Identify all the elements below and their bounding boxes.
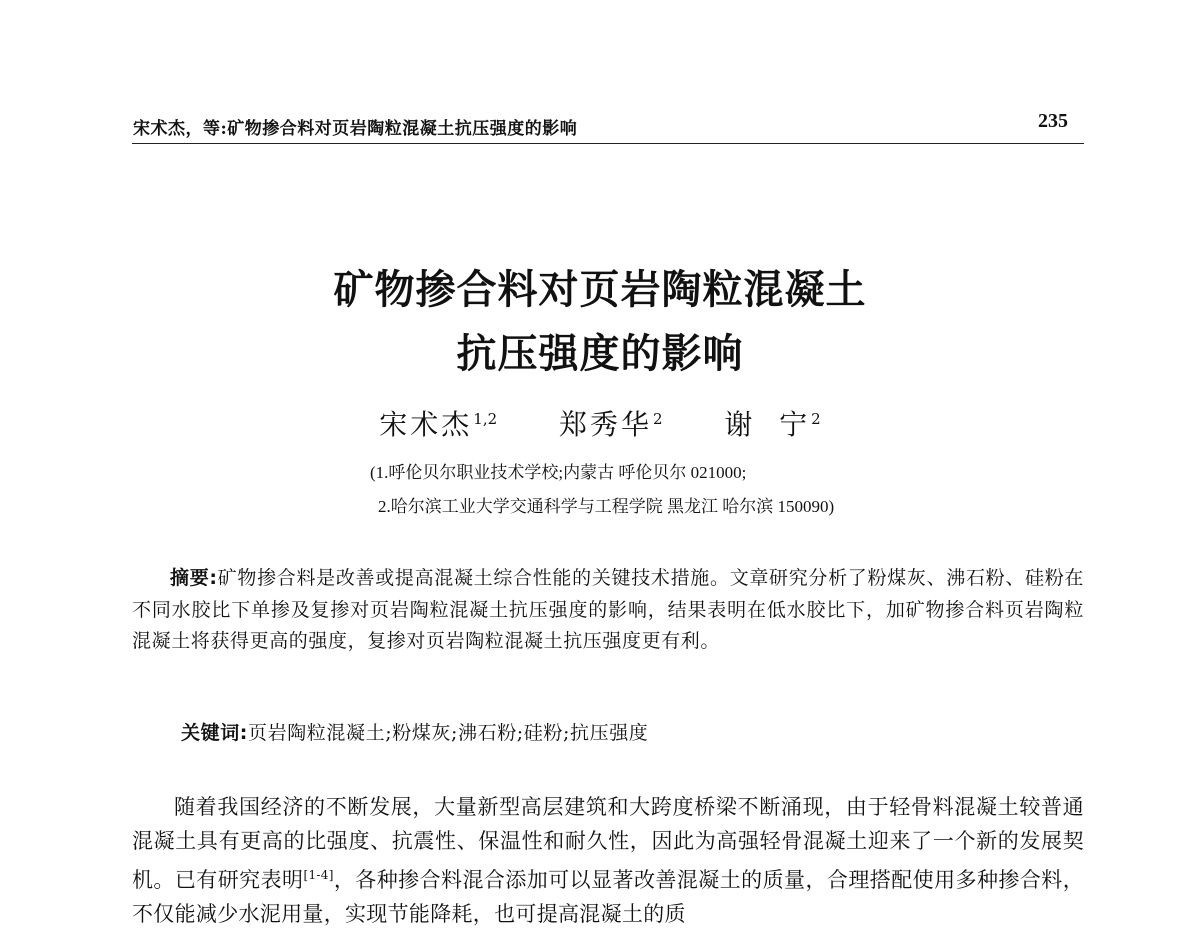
abstract-text: 矿物掺合料是改善或提高混凝土综合性能的关键技术措施。文章研究分析了粉煤灰、沸石粉、硅粉在不同水胶比下单掺及复掺对页岩陶粒混凝土抗压强度的影响，结果表明在低水胶比下，加矿物掺合料页岩陶粒混凝土将获得更高的强度，复掺对页岩陶粒混凝土抗压强度更有利。 <box>132 567 1085 652</box>
author-name: 谢 宁 <box>724 408 811 441</box>
running-title: 宋术杰，等:矿物掺合料对页岩陶粒混凝土抗压强度的影响 <box>133 119 578 139</box>
author-affiliation-mark: 2 <box>811 409 821 428</box>
body-text-part-2: ，各种掺合料混合添加可以显著改善混凝土的质量，合理搭配使用多种掺合料，不仅能减少水泥用量，实现节能降耗，也可提高混凝土的质 <box>132 868 1084 926</box>
author-affiliation-mark: 1,2 <box>473 409 498 428</box>
citation: [1-4] <box>303 868 334 882</box>
body-text-part-1: 随着我国经济的不断发展，大量新型高层建筑和大跨度桥梁不断涌现，由于轻骨料混凝土较普通混凝土具有更高的比强度、抗震性、保温性和耐久性，因此为高强轻骨混凝土迎来了一个新的发展契机。已有研究表明 <box>132 795 1084 892</box>
author-name: 郑秀华 <box>558 408 652 441</box>
header-rule <box>132 143 1084 144</box>
keywords-text: 页岩陶粒混凝土;粉煤灰;沸石粉;硅粉;抗压强度 <box>248 722 649 744</box>
author-affiliation-mark: 2 <box>652 409 663 428</box>
body-paragraph <box>132 790 1084 931</box>
affiliation-2: 2.哈尔滨工业大学交通科学与工程学院 黑龙江 哈尔滨 150090) <box>378 497 835 516</box>
paper-title-line-1: 矿物掺合料对页岩陶粒混凝土 <box>333 266 867 313</box>
author-name: 宋术杰 <box>379 408 473 441</box>
page-number: 235 <box>1038 110 1068 132</box>
keywords <box>181 718 648 745</box>
affiliation-1: (1.呼伦贝尔职业技术学校;内蒙古 呼伦贝尔 021000; <box>370 463 747 482</box>
paper-title-line-2: 抗压强度的影响 <box>456 330 744 377</box>
abstract <box>132 563 1084 658</box>
keywords-label: 关键词: <box>181 722 248 744</box>
abstract-label: 摘要: <box>170 567 218 589</box>
author-list <box>0 403 1200 443</box>
